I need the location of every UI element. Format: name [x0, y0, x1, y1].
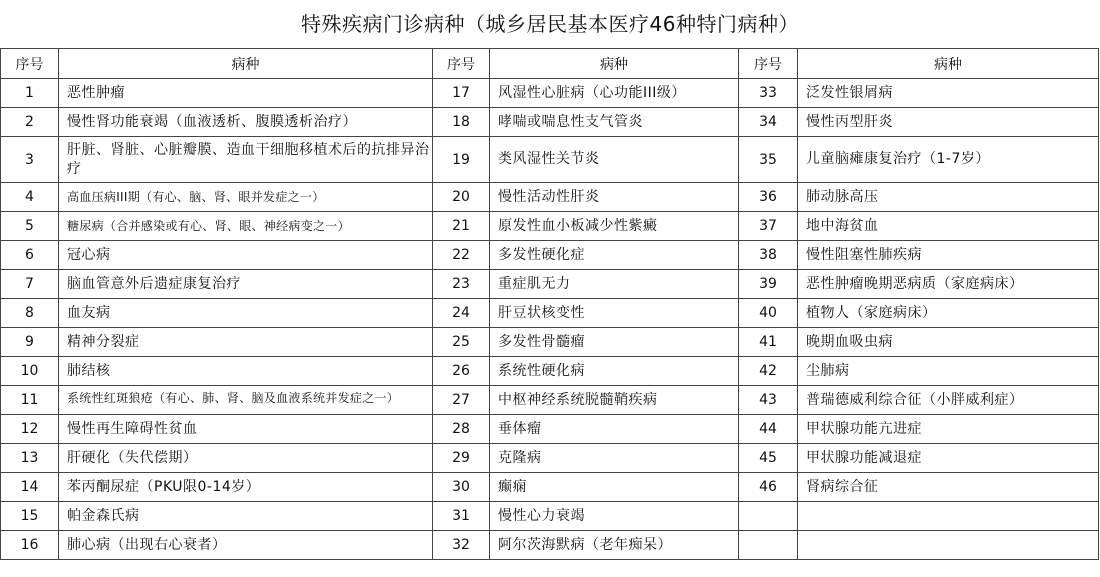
- seq-cell: 43: [739, 386, 798, 415]
- disease-cell: 儿童脑瘫康复治疗（1-7岁）: [798, 137, 1099, 183]
- disease-cell: 精神分裂症: [59, 328, 433, 357]
- seq-cell: 16: [1, 531, 59, 560]
- disease-cell: 多发性骨髓瘤: [490, 328, 739, 357]
- disease-cell: 肾病综合征: [798, 473, 1099, 502]
- disease-cell: 类风湿性关节炎: [490, 137, 739, 183]
- seq-cell: 9: [1, 328, 59, 357]
- disease-cell: [798, 531, 1099, 560]
- disease-cell: 中枢神经系统脱髓鞘疾病: [490, 386, 739, 415]
- seq-cell: 33: [739, 79, 798, 108]
- disease-cell: 甲状腺功能减退症: [798, 444, 1099, 473]
- disease-cell: 苯丙酮尿症（PKU限0-14岁）: [59, 473, 433, 502]
- disease-cell: 肺结核: [59, 357, 433, 386]
- header-disease-2: 病种: [490, 49, 739, 79]
- seq-cell: 10: [1, 357, 59, 386]
- disease-cell: 慢性心力衰竭: [490, 502, 739, 531]
- table-row: [1, 183, 1099, 212]
- disease-cell: 泛发性银屑病: [798, 79, 1099, 108]
- seq-cell: 21: [433, 212, 490, 241]
- seq-cell: 7: [1, 270, 59, 299]
- table-row: [1, 212, 1099, 241]
- table-row: [1, 137, 1099, 183]
- table-row: [1, 357, 1099, 386]
- table-row: [1, 328, 1099, 357]
- disease-cell: 晚期血吸虫病: [798, 328, 1099, 357]
- seq-cell: 28: [433, 415, 490, 444]
- disease-name-clipped: 系统性红斑狼疮（有心、肺、肾、脑及血液系统并发症之一）: [67, 391, 400, 405]
- header-seq-1: 序号: [1, 49, 59, 79]
- table-row: [1, 299, 1099, 328]
- table-row: [1, 270, 1099, 299]
- disease-cell: 慢性阻塞性肺疾病: [798, 241, 1099, 270]
- disease-cell: 原发性血小板减少性紫癜: [490, 212, 739, 241]
- disease-table: [0, 48, 1099, 560]
- seq-cell: 20: [433, 183, 490, 212]
- disease-cell: 肝豆状核变性: [490, 299, 739, 328]
- seq-cell: [739, 531, 798, 560]
- seq-cell: 23: [433, 270, 490, 299]
- seq-cell: 46: [739, 473, 798, 502]
- seq-cell: 3: [1, 137, 59, 183]
- disease-cell: 肝脏、肾脏、心脏瓣膜、造血干细胞移植术后的抗排异治疗: [59, 137, 433, 183]
- disease-cell: 恶性肿瘤: [59, 79, 433, 108]
- disease-cell: [798, 502, 1099, 531]
- disease-cell: 风湿性心脏病（心功能III级）: [490, 79, 739, 108]
- table-row: [1, 241, 1099, 270]
- disease-cell: 克隆病: [490, 444, 739, 473]
- disease-cell: 尘肺病: [798, 357, 1099, 386]
- seq-cell: 12: [1, 415, 59, 444]
- seq-cell: 19: [433, 137, 490, 183]
- table-header-row: [1, 49, 1099, 79]
- disease-cell: 哮喘或喘息性支气管炎: [490, 108, 739, 137]
- table-row: [1, 444, 1099, 473]
- disease-cell: 慢性丙型肝炎: [798, 108, 1099, 137]
- seq-cell: 24: [433, 299, 490, 328]
- seq-cell: 14: [1, 473, 59, 502]
- seq-cell: 22: [433, 241, 490, 270]
- seq-cell: 39: [739, 270, 798, 299]
- table-row: [1, 531, 1099, 560]
- seq-cell: 26: [433, 357, 490, 386]
- table-row: [1, 108, 1099, 137]
- table-row: [1, 386, 1099, 415]
- header-seq-2: 序号: [433, 49, 490, 79]
- seq-cell: 45: [739, 444, 798, 473]
- disease-cell: 系统性硬化病: [490, 357, 739, 386]
- table-row: [1, 415, 1099, 444]
- page-title: 特殊疾病门诊病种（城乡居民基本医疗46种特门病种）: [301, 12, 799, 36]
- header-seq-3: 序号: [739, 49, 798, 79]
- header-disease-1: 病种: [59, 49, 433, 79]
- disease-cell: 垂体瘤: [490, 415, 739, 444]
- seq-cell: 41: [739, 328, 798, 357]
- disease-cell: 高血压病III期（有心、脑、肾、眼并发症之一）: [59, 183, 433, 212]
- disease-cell: 地中海贫血: [798, 212, 1099, 241]
- seq-cell: 11: [1, 386, 59, 415]
- seq-cell: 4: [1, 183, 59, 212]
- disease-cell: 普瑞德威利综合征（小胖威利症）: [798, 386, 1099, 415]
- seq-cell: 5: [1, 212, 59, 241]
- disease-cell: 肺心病（出现右心衰者）: [59, 531, 433, 560]
- seq-cell: 27: [433, 386, 490, 415]
- disease-cell: 帕金森氏病: [59, 502, 433, 531]
- seq-cell: 1: [1, 79, 59, 108]
- seq-cell: [739, 502, 798, 531]
- disease-cell: 癫痫: [490, 473, 739, 502]
- seq-cell: 29: [433, 444, 490, 473]
- seq-cell: 34: [739, 108, 798, 137]
- disease-cell: 植物人（家庭病床）: [798, 299, 1099, 328]
- seq-cell: 40: [739, 299, 798, 328]
- disease-cell: 冠心病: [59, 241, 433, 270]
- seq-cell: 8: [1, 299, 59, 328]
- disease-cell: 肺动脉高压: [798, 183, 1099, 212]
- disease-cell: 血友病: [59, 299, 433, 328]
- seq-cell: 18: [433, 108, 490, 137]
- disease-cell: [59, 386, 433, 415]
- disease-cell: 慢性活动性肝炎: [490, 183, 739, 212]
- seq-cell: 2: [1, 108, 59, 137]
- seq-cell: 44: [739, 415, 798, 444]
- seq-cell: 31: [433, 502, 490, 531]
- disease-cell: 糖尿病（合并感染或有心、肾、眼、神经病变之一）: [59, 212, 433, 241]
- seq-cell: 32: [433, 531, 490, 560]
- seq-cell: 30: [433, 473, 490, 502]
- disease-cell: 重症肌无力: [490, 270, 739, 299]
- disease-cell: 慢性肾功能衰竭（血液透析、腹膜透析治疗）: [59, 108, 433, 137]
- seq-cell: 37: [739, 212, 798, 241]
- header-disease-3: 病种: [798, 49, 1099, 79]
- disease-cell: 肝硬化（失代偿期）: [59, 444, 433, 473]
- table-row: [1, 502, 1099, 531]
- disease-cell: 阿尔茨海默病（老年痴呆）: [490, 531, 739, 560]
- disease-cell: 慢性再生障碍性贫血: [59, 415, 433, 444]
- disease-cell: 多发性硬化症: [490, 241, 739, 270]
- table-row: [1, 473, 1099, 502]
- disease-cell: 甲状腺功能亢进症: [798, 415, 1099, 444]
- seq-cell: 15: [1, 502, 59, 531]
- disease-cell: 脑血管意外后遗症康复治疗: [59, 270, 433, 299]
- seq-cell: 36: [739, 183, 798, 212]
- seq-cell: 25: [433, 328, 490, 357]
- seq-cell: 6: [1, 241, 59, 270]
- seq-cell: 38: [739, 241, 798, 270]
- seq-cell: 35: [739, 137, 798, 183]
- table-row: [1, 79, 1099, 108]
- disease-cell: 恶性肿瘤晚期恶病质（家庭病床）: [798, 270, 1099, 299]
- seq-cell: 17: [433, 79, 490, 108]
- seq-cell: 13: [1, 444, 59, 473]
- seq-cell: 42: [739, 357, 798, 386]
